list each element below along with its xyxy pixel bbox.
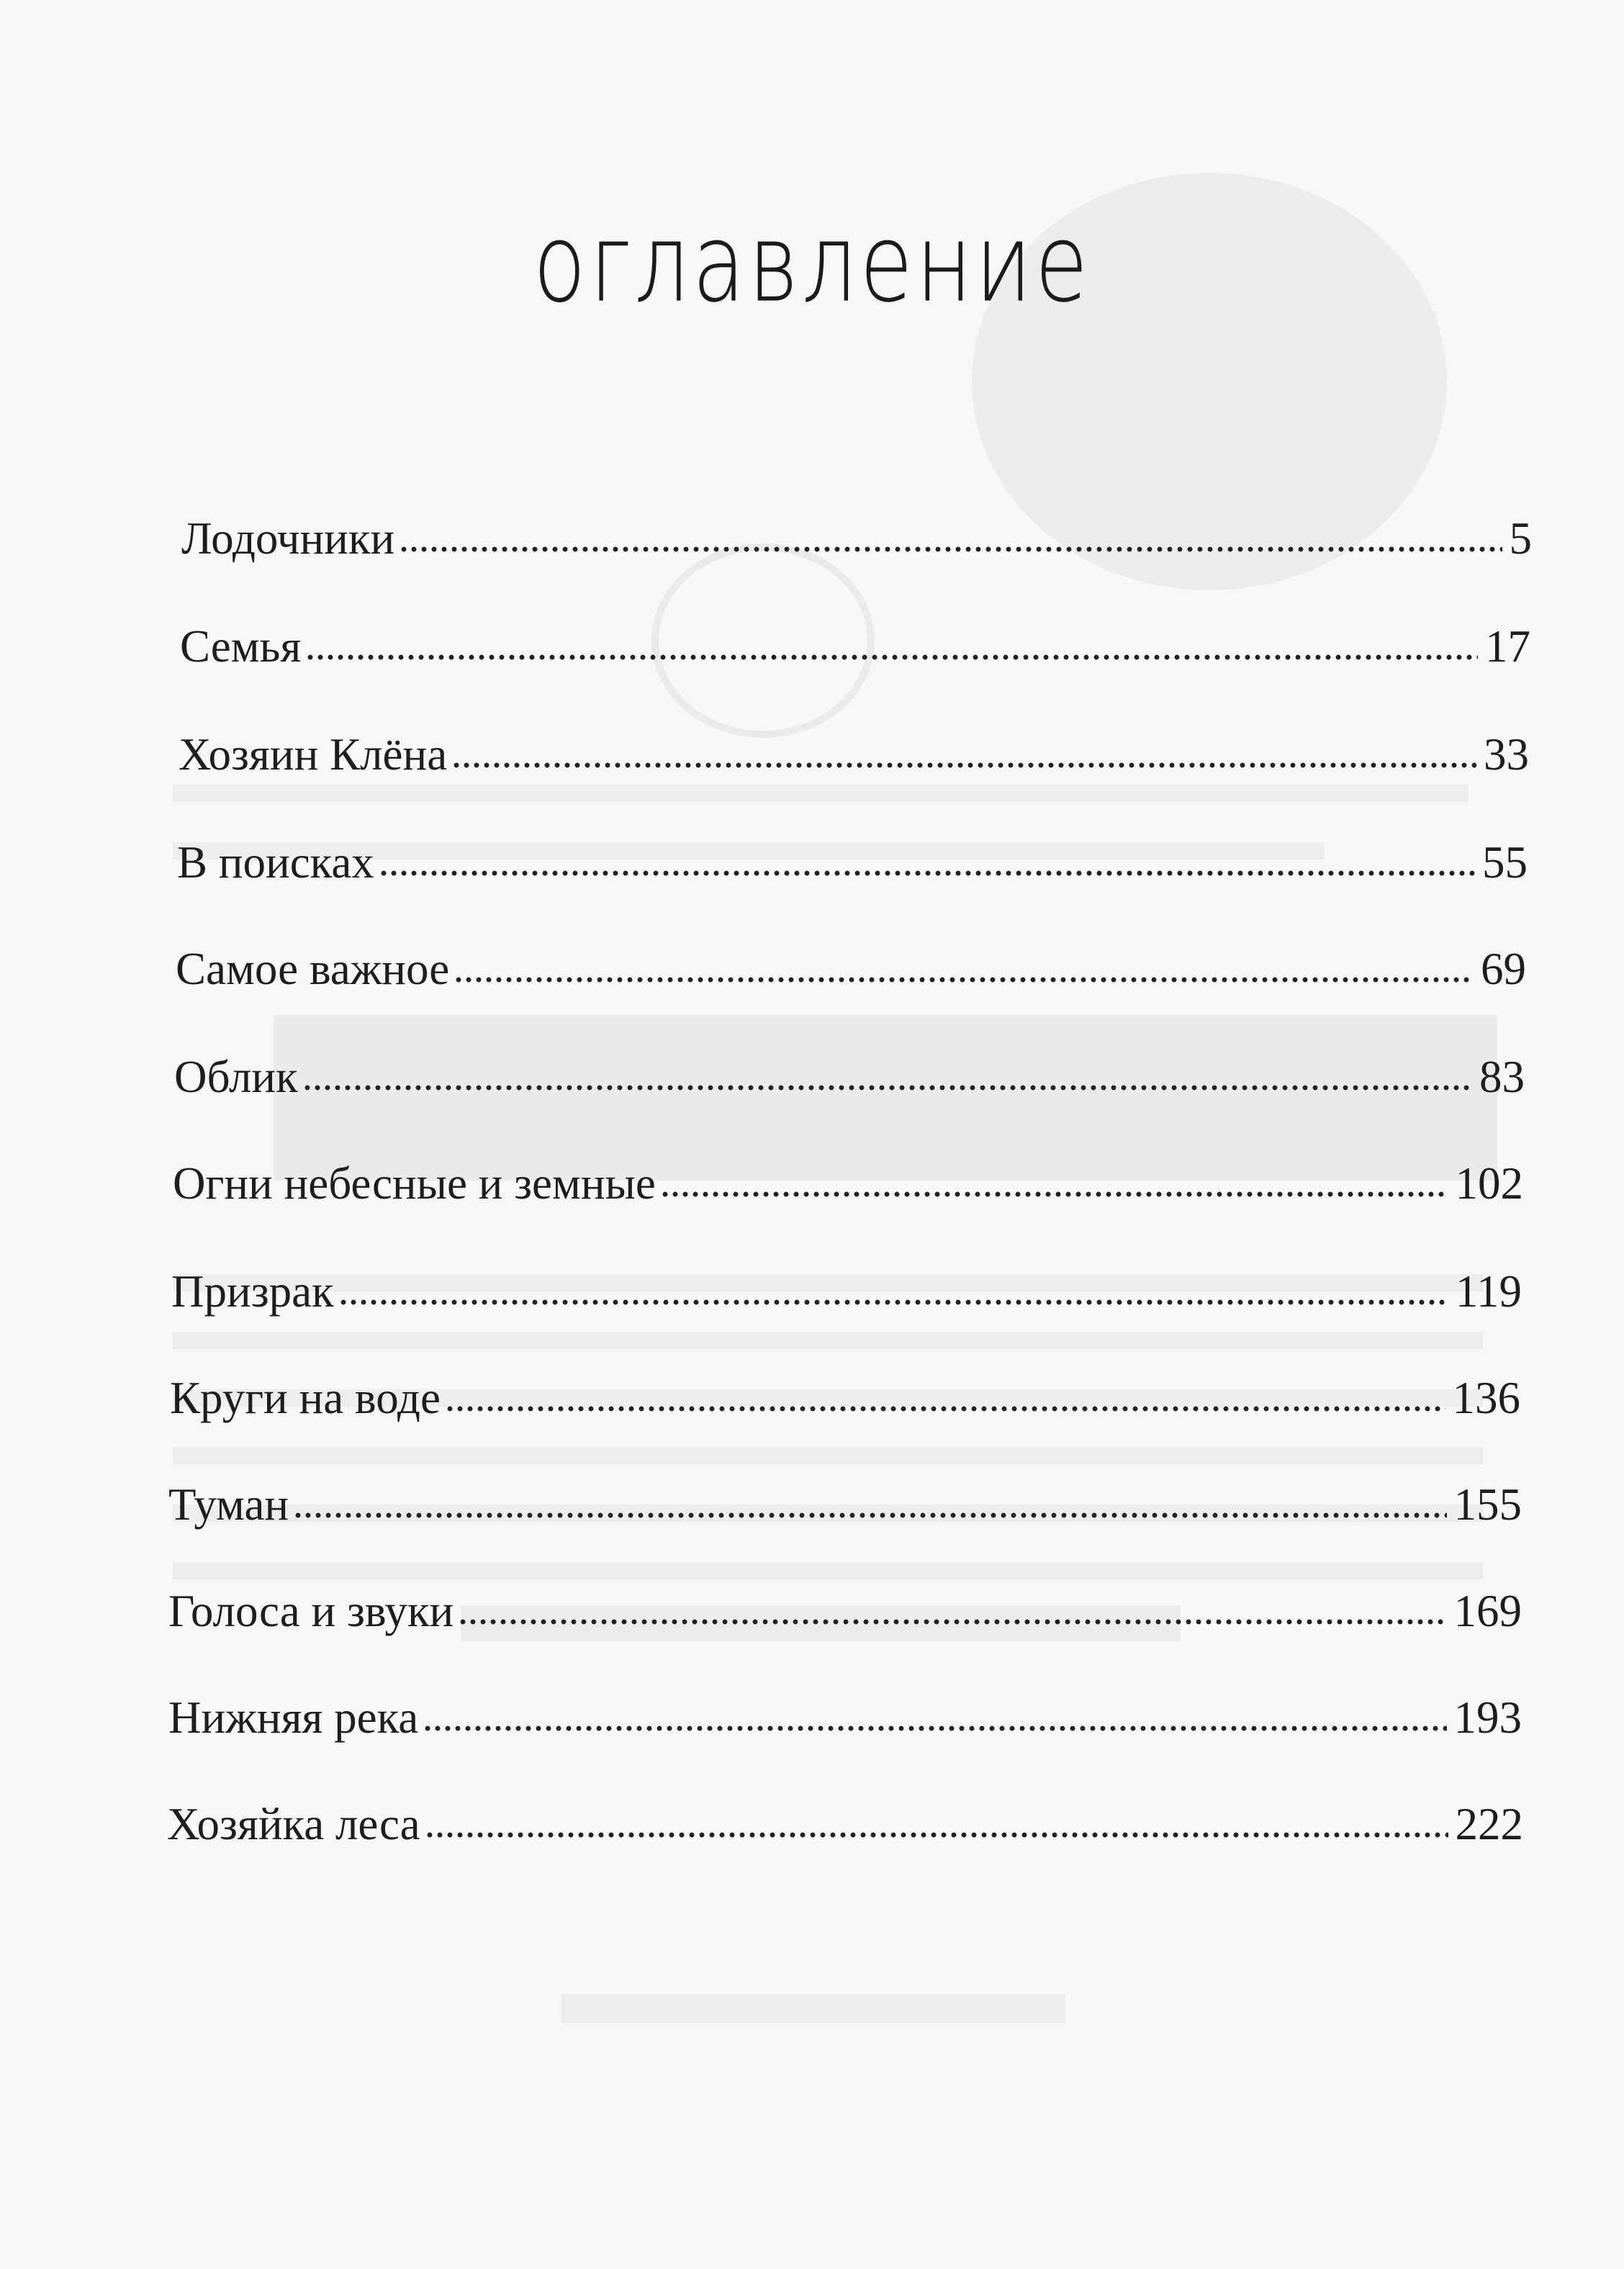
page-title: оглавление — [533, 202, 1091, 327]
toc-entry-page: 155 — [1453, 1479, 1522, 1530]
toc-entry-title: Хозяйка леса — [167, 1799, 420, 1849]
toc-entry-page: 69 — [1481, 944, 1526, 994]
toc-entry-page: 222 — [1455, 1799, 1523, 1849]
toc-entry-page: 5 — [1509, 513, 1532, 564]
toc-entry-page: 17 — [1485, 621, 1530, 672]
toc-entry-page: 102 — [1455, 1158, 1523, 1209]
toc-entry-title: В поисках — [177, 837, 374, 888]
toc-dot-leader — [305, 652, 1478, 662]
toc-entry — [171, 1242, 1522, 1317]
toc-dot-leader — [425, 1830, 1448, 1840]
toc-dot-leader — [399, 544, 1502, 554]
toc-entry-page: 193 — [1453, 1692, 1522, 1743]
toc-entry-title: Огни небесные и земные — [173, 1158, 656, 1209]
toc-entry-page: 119 — [1455, 1266, 1522, 1317]
toc-entry-page: 83 — [1479, 1052, 1525, 1102]
toc-entry-title: Туман — [168, 1479, 289, 1530]
toc-entry-page: 55 — [1482, 837, 1528, 888]
toc-dot-leader — [293, 1510, 1446, 1520]
toc-dot-leader — [423, 1723, 1446, 1733]
toc-entry — [168, 1456, 1522, 1528]
toc-entry — [179, 705, 1529, 780]
toc-entry-title: Лодочники — [181, 513, 395, 564]
toc-entry-title: Самое важное — [176, 944, 450, 994]
toc-entry — [168, 1562, 1522, 1634]
toc-dot-leader — [660, 1189, 1448, 1199]
toc-dot-leader — [458, 1617, 1446, 1627]
toc-entry — [174, 1028, 1525, 1100]
toc-dot-leader — [451, 760, 1476, 770]
toc-entry-page: 33 — [1484, 729, 1529, 780]
toc-entry — [173, 1134, 1523, 1209]
toc-entry — [177, 813, 1528, 888]
toc-entry — [180, 597, 1530, 672]
toc-entry-title: Круги на воде — [170, 1373, 441, 1423]
toc-dot-leader — [338, 1297, 1448, 1307]
toc-dot-leader — [445, 1404, 1445, 1414]
toc-entry — [176, 920, 1526, 992]
toc-entry — [167, 1775, 1523, 1847]
toc-entry-title: Нижняя река — [168, 1692, 419, 1743]
toc-dot-leader — [302, 1083, 1472, 1093]
toc-entry-title: Семья — [180, 621, 302, 672]
toc-entry-page: 169 — [1453, 1586, 1522, 1636]
toc-dot-leader — [454, 975, 1474, 985]
toc-entry-title: Облик — [174, 1052, 298, 1102]
toc-entry-title: Голоса и звуки — [168, 1586, 454, 1636]
toc-dot-leader — [379, 868, 1475, 878]
toc-entry — [168, 1669, 1522, 1741]
toc-entry — [170, 1349, 1520, 1421]
toc-entry-title: Призрак — [171, 1266, 334, 1317]
toc-entry-page: 136 — [1452, 1373, 1520, 1423]
toc-entry-title: Хозяин Клёна — [179, 729, 448, 780]
toc-entry — [181, 490, 1532, 564]
